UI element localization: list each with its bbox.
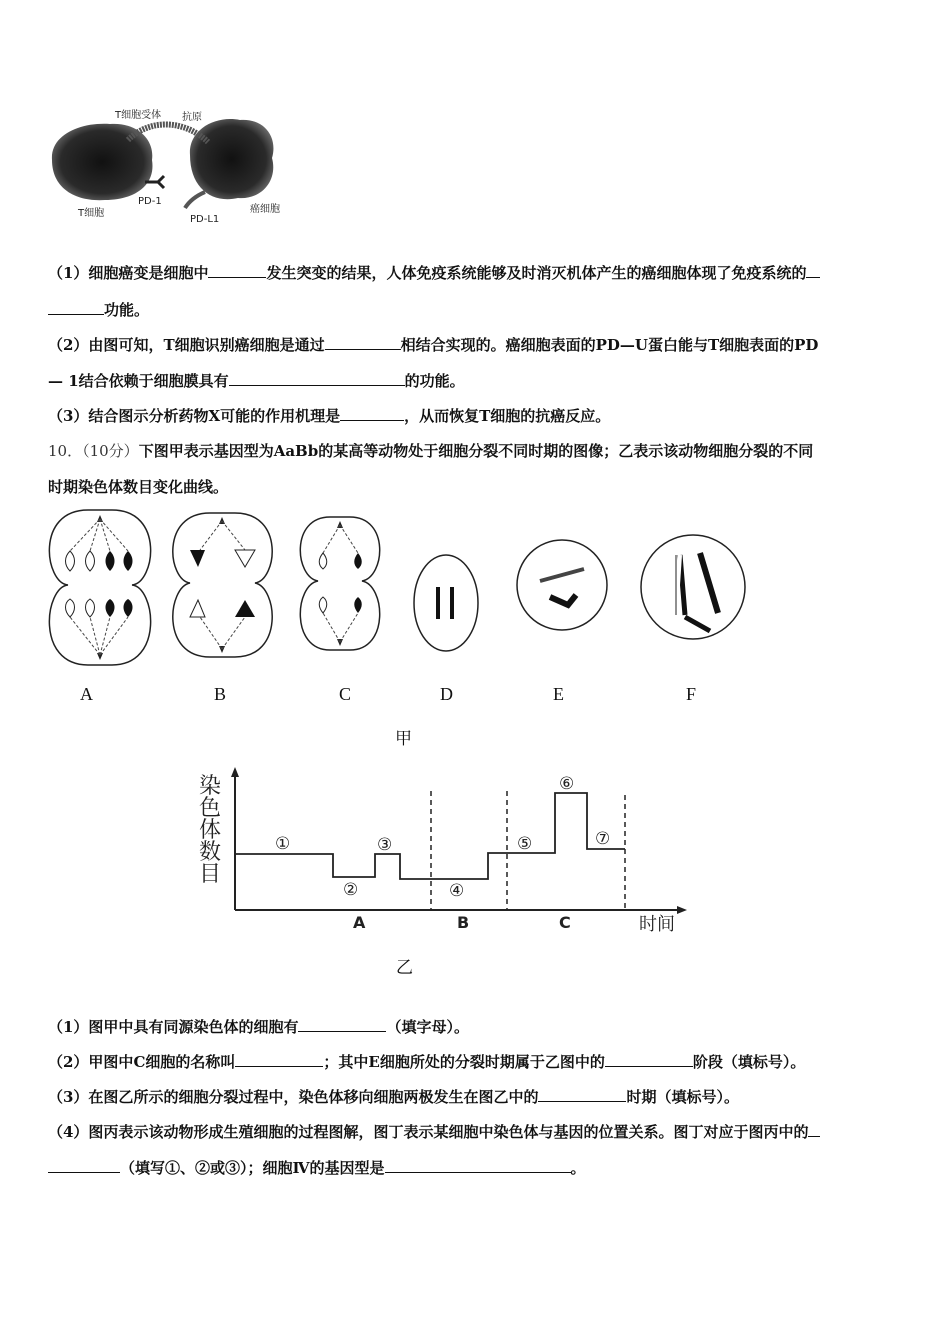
q9-part3: （3）结合图示分析药物X可能的作用机理是 ，从而恢复T细胞的抗癌反应。 (48, 407, 611, 425)
figure-jia-cells (40, 505, 760, 680)
cell-label-f: F (686, 684, 697, 704)
q9-part1-line1: （1）细胞癌变是细胞中 发生突变的结果，人体免疫系统能够及时消灭机体产生的癌细胞体现了免疫系统的 (48, 262, 820, 283)
q10-intro-line2: 时期染色体数目变化曲线。 (48, 478, 229, 496)
stage-a: A (353, 913, 366, 932)
label-pd1: PD-1 (138, 196, 162, 207)
q10-sub1: （1）图甲中具有同源染色体的细胞有 （填字母）。 (48, 1018, 469, 1036)
label-pdl1: PD-L1 (190, 214, 220, 225)
mark-1: ① (275, 834, 291, 854)
q10-sub2: （2）甲图中C细胞的名称叫 ；其中E细胞所处的分裂时期属于乙图中的 阶段（填标号）。 (48, 1053, 806, 1071)
q9-part2-line1: （2）由图可知，T细胞识别癌细胞是通过 相结合实现的。癌细胞表面的PD—U蛋白能与T细胞表面的PD (48, 336, 819, 354)
stage-c: C (559, 913, 571, 932)
label-cancer: 癌细胞 (250, 204, 280, 215)
label-tcell: T细胞 (78, 208, 105, 219)
stage-b: B (457, 913, 470, 932)
mark-6: ⑥ (559, 774, 575, 794)
cell-d (414, 555, 478, 651)
cell-a (49, 510, 150, 665)
mark-5: ⑤ (517, 834, 533, 854)
ylabel-char-5: 目 (199, 862, 222, 887)
cell-c (300, 517, 379, 650)
pdl1-ligand (185, 192, 205, 208)
q10-sub3: （3）在图乙所示的细胞分裂过程中，染色体移向细胞两极发生在图乙中的 时期（填标号）。 (48, 1088, 739, 1106)
label-tcr: T细胞受体 (115, 110, 162, 121)
q10-sub4-line1: （4）图丙表示该动物形成生殖细胞的过程图解，图丁表示某细胞中染色体与基因的位置关系。图丁对应于图丙中的 (48, 1121, 820, 1142)
figure-jia-caption: 甲 (395, 729, 412, 749)
cell-label-c: C (339, 684, 352, 704)
mark-3: ③ (377, 835, 393, 855)
q10-intro-line1: 10．（10分）下图甲表示基因型为AaBb的某高等动物处于细胞分裂不同时期的图像；乙表示该动物细胞分裂的不同 (48, 442, 814, 460)
figure-yi-chart (195, 765, 705, 935)
chromosome-step-line (235, 793, 625, 879)
y-axis-arrow (231, 767, 239, 777)
mark-7: ⑦ (595, 829, 611, 849)
ylabel-char-3: 体 (199, 818, 222, 843)
figure-yi-caption: 乙 (396, 958, 413, 978)
q10-sub4-line2: （填写①、②或③）；细胞Ⅳ的基因型是 。 (48, 1157, 586, 1178)
cell-label-a: A (80, 684, 93, 704)
cell-label-d: D (440, 684, 453, 704)
cell-label-e: E (553, 684, 564, 704)
cancer-cell-shape (190, 119, 274, 199)
cell-e (517, 540, 607, 630)
mark-4: ④ (449, 881, 465, 901)
cell-label-b: B (214, 684, 227, 704)
q9-part2-line2: — 1结合依赖于细胞膜具有 的功能。 (48, 372, 465, 390)
q10-number: 10．（10分） (48, 442, 139, 460)
ylabel-char-1: 染 (199, 774, 222, 799)
q9-part1-line2: 功能。 (48, 299, 149, 320)
mark-2: ② (343, 880, 359, 900)
ylabel-char-4: 数 (199, 840, 222, 865)
ylabel-char-2: 色 (199, 796, 222, 821)
x-axis-arrow (677, 906, 687, 914)
label-antigen: 抗原 (182, 112, 202, 123)
cell-b (173, 513, 272, 657)
cell-f (641, 535, 745, 639)
tcell-cancer-diagram (40, 100, 290, 230)
xlabel-time: 时间 (639, 914, 675, 935)
